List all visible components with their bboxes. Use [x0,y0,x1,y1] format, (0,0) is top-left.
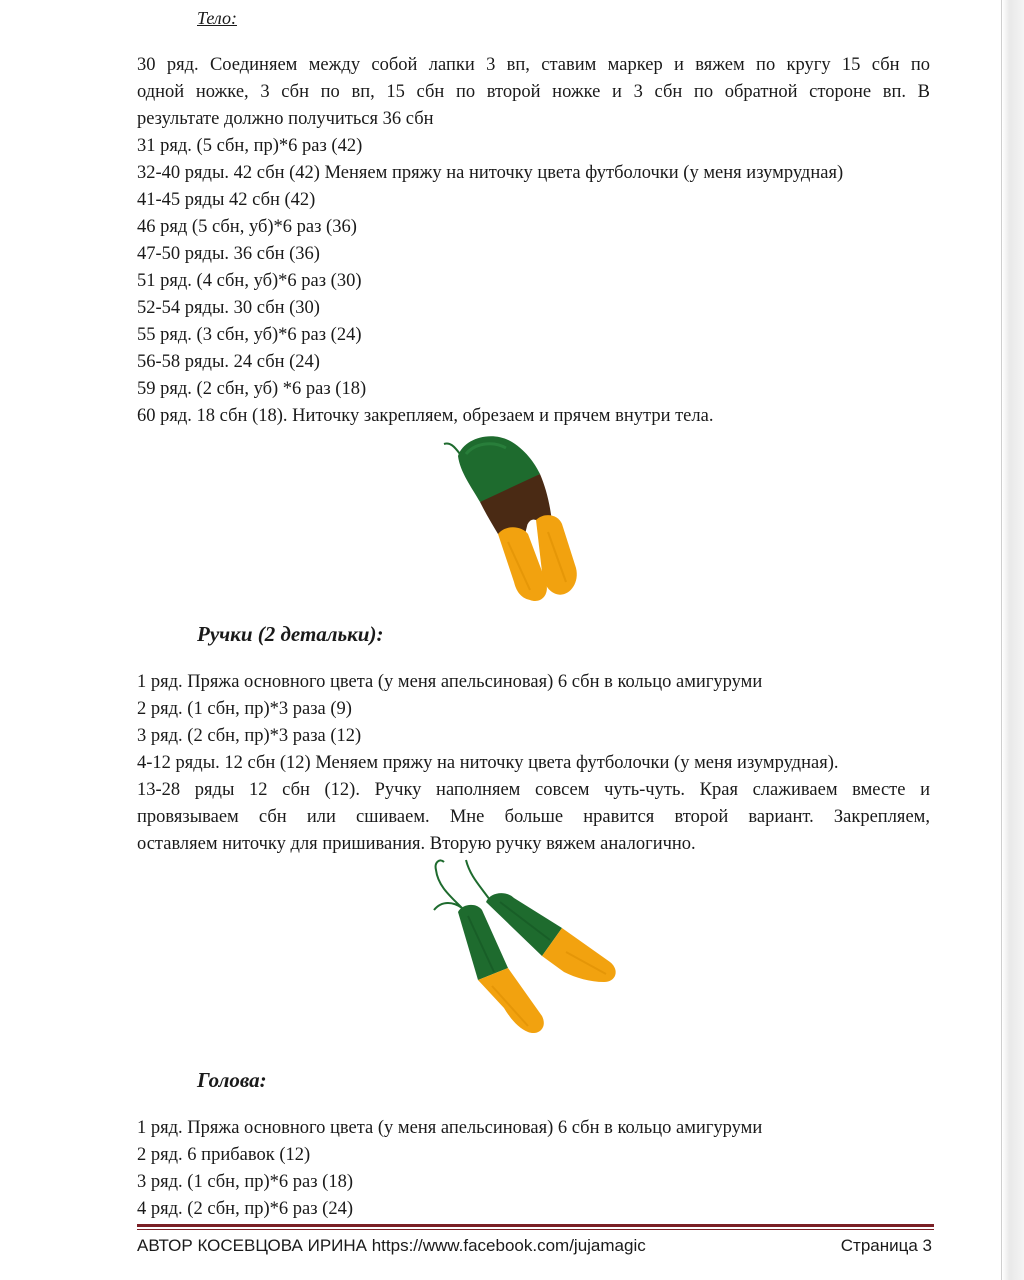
crochet-body-photo [440,432,630,604]
body-line-5: 32-40 ряды. 42 сбн (42) Меняем пряжу на ниточку цвета футболочки (у меня изумрудная) [137,163,844,183]
section-title-head: Голова: [197,1068,267,1092]
footer-author: АВТОР КОСЕВЦОВА ИРИНА https://www.facebook.com/jujamagic [137,1236,646,1255]
page-edge-shadow [1001,0,1024,1280]
body-line-9: 51 ряд. (4 сбн, уб)*6 раз (30) [137,271,362,291]
footer-page-number: Страница 3 [840,1236,932,1255]
body-line-2: одной ножке, 3 сбн по вп, 15 сбн по второй ножке и 3 сбн по обратной стороне вп. В [137,82,930,102]
body-line-3: результате должно получиться 36 сбн [137,109,434,129]
body-line-8: 47-50 ряды. 36 сбн (36) [137,244,320,264]
body-line-10: 52-54 ряды. 30 сбн (30) [137,298,320,318]
arms-line-1: 1 ряд. Пряжа основного цвета (у меня апельсиновая) 6 сбн в кольцо амигуруми [137,672,763,692]
body-line-13: 59 ряд. (2 сбн, уб) *6 раз (18) [137,379,367,399]
section-title-body: Тело: [197,8,237,28]
body-line-7: 46 ряд (5 сбн, уб)*6 раз (36) [137,217,357,237]
arms-line-4: 4-12 ряды. 12 сбн (12) Меняем пряжу на ниточку цвета футболочки (у меня изумрудная). [137,753,839,773]
head-line-1: 1 ряд. Пряжа основного цвета (у меня апельсиновая) 6 сбн в кольцо амигуруми [137,1118,763,1138]
body-line-1: 30 ряд. Соединяем между собой лапки 3 вп, ставим маркер и вяжем по кругу 15 сбн по [137,55,930,75]
head-line-3: 3 ряд. (1 сбн, пр)*6 раз (18) [137,1172,353,1192]
arms-line-2: 2 ряд. (1 сбн, пр)*3 раза (9) [137,699,352,719]
head-line-2: 2 ряд. 6 прибавок (12) [137,1145,311,1165]
body-line-12: 56-58 ряды. 24 сбн (24) [137,352,320,372]
body-line-11: 55 ряд. (3 сбн, уб)*6 раз (24) [137,325,362,345]
arms-line-7: оставляем ниточку для пришивания. Вторую ручку вяжем аналогично. [137,834,696,854]
arms-line-5: 13-28 ряды 12 сбн (12). Ручку наполняем совсем чуть-чуть. Края слаживаем вместе и [137,780,930,800]
arms-line-6: провязываем сбн или сшиваем. Мне больше нравится второй вариант. Закрепляем, [137,807,930,827]
body-line-6: 41-45 ряды 42 сбн (42) [137,190,316,210]
section-title-arms: Ручки (2 детальки): [197,622,384,646]
body-line-14: 60 ряд. 18 сбн (18). Ниточку закрепляем, обрезаем и прячем внутри тела. [137,406,714,426]
crochet-arms-photo [430,856,630,1036]
arms-line-3: 3 ряд. (2 сбн, пр)*3 раза (12) [137,726,362,746]
head-line-4: 4 ряд. (2 сбн, пр)*6 раз (24) [137,1199,353,1219]
footer-rule-thick [137,1224,934,1227]
footer-rule-thin [137,1229,934,1230]
body-line-4: 31 ряд. (5 сбн, пр)*6 раз (42) [137,136,363,156]
